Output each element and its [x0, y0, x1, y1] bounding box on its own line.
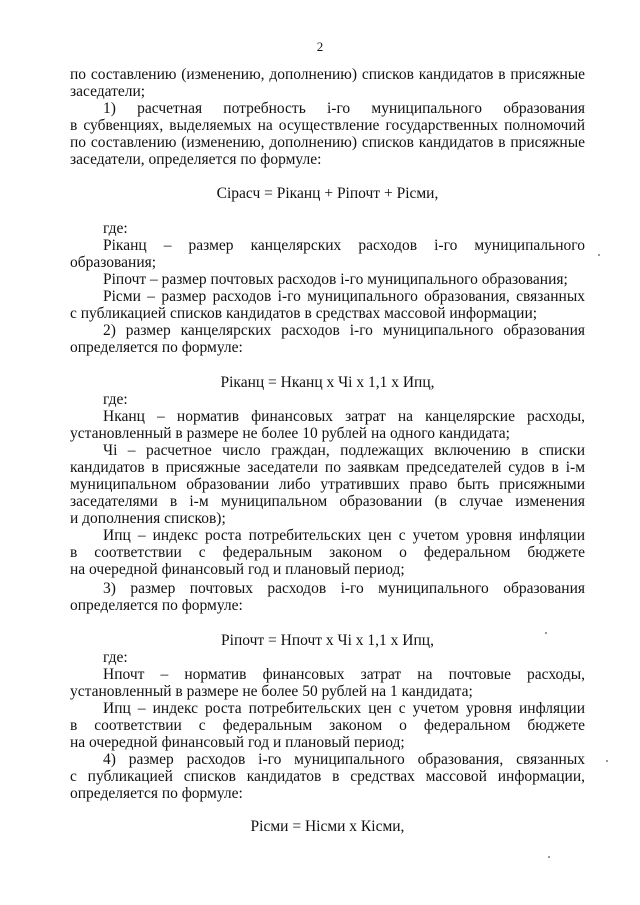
scan-speck: [598, 254, 600, 256]
text-line: и дополнения списков);: [70, 510, 226, 527]
intro-paragraph: [70, 66, 585, 100]
scan-speck: [606, 760, 608, 762]
text-line: образования;: [70, 254, 157, 271]
text-line: Нканц – норматив финансовых затрат на канцелярские расходы,: [103, 408, 585, 425]
text-line: в соответствии с федеральным законом о федеральном бюджете: [70, 544, 585, 561]
scan-speck: [548, 856, 550, 858]
text-line: Ипц – индекс роста потребительских цен с учетом уровня инфляции: [103, 527, 585, 544]
text-line: определяется по формуле:: [70, 597, 243, 614]
item-2-paragraph: [70, 322, 585, 356]
text-line: на очередной финансовый год и плановый период;: [70, 561, 405, 578]
where-2-block: [70, 391, 585, 578]
text-line: Нпочт – норматив финансовых затрат на почтовые расходы,: [103, 666, 585, 683]
text-line: Рiсми – размер расходов i-го муниципального образования, связанных: [103, 288, 585, 305]
where-3-block: [70, 649, 585, 751]
text-line: Рiканц – размер канцелярских расходов i-го муниципального: [103, 237, 585, 254]
text-line: в соответствии с федеральным законом о федеральном бюджете: [70, 717, 585, 734]
text-line: заседателями в i-м муниципальном образовании (в случае изменения: [70, 493, 585, 510]
text-line: 2) размер канцелярских расходов i-го муниципального образования: [103, 322, 585, 339]
text-line: кандидатов в присяжные заседатели по заявкам председателей судов в i-м: [70, 459, 585, 476]
text-line: определяется по формуле:: [70, 339, 243, 356]
item-1-paragraph: [70, 100, 585, 168]
text-line: на очередной финансовый год и плановый период;: [70, 734, 405, 751]
text-line: муниципальном образовании либо утративших право быть присяжными: [70, 476, 585, 493]
text-line: в субвенциях, выделяемых на осуществление государственных полномочий: [70, 117, 585, 134]
text-line: с публикацией списков кандидатов в средствах массовой информации;: [70, 305, 538, 322]
text-line: заседатели, определяется по формуле:: [70, 151, 322, 168]
text-line: по составлению (изменению, дополнению) списков кандидатов в присяжные: [70, 66, 585, 83]
text-line: Чi – расчетное число граждан, подлежащих включению в списки: [103, 442, 585, 459]
text-line: с публикацией списков кандидатов в средствах массовой информации,: [70, 768, 585, 785]
text-line: Ипц – индекс роста потребительских цен с учетом уровня инфляции: [103, 700, 585, 717]
text-line: 1) расчетная потребность i-го муниципального образования: [103, 100, 585, 117]
where-label: где:: [103, 649, 128, 666]
formula-postal: Рiпочт = Нпочт х Чi х 1,1 х Ипц,: [221, 632, 434, 649]
text-line: по составлению (изменению, дополнению) списков кандидатов в присяжные: [70, 134, 585, 151]
page-number: 2: [316, 39, 324, 54]
text-line: определяется по формуле:: [70, 785, 243, 802]
text-line: 4) размер расходов i-го муниципального образования, связанных: [103, 751, 585, 768]
scan-speck: [545, 632, 547, 634]
text-line: установленный в размере не более 10 рублей на одного кандидата;: [70, 425, 510, 442]
formula-media: Рiсми = Нiсми х Кiсми,: [250, 818, 405, 835]
where-1-block: [70, 220, 585, 322]
formula-office: Рiканц = Нканц х Чi х 1,1 х Ипц,: [220, 374, 435, 391]
where-label: где:: [103, 220, 128, 237]
text-line: Рiпочт – размер почтовых расходов i-го муниципального образования;: [103, 271, 568, 288]
formula-total: Сiрасч = Рiканц + Рiпочт + Рiсми,: [216, 185, 439, 202]
item-4-paragraph: [70, 751, 585, 802]
text-line: 3) размер почтовых расходов i-го муниципального образования: [103, 580, 585, 597]
text-line: установленный в размере не более 50 рублей на 1 кандидата;: [70, 683, 473, 700]
item-3-paragraph: [70, 580, 585, 614]
where-label: где:: [103, 391, 128, 408]
text-line: заседатели;: [70, 83, 146, 100]
